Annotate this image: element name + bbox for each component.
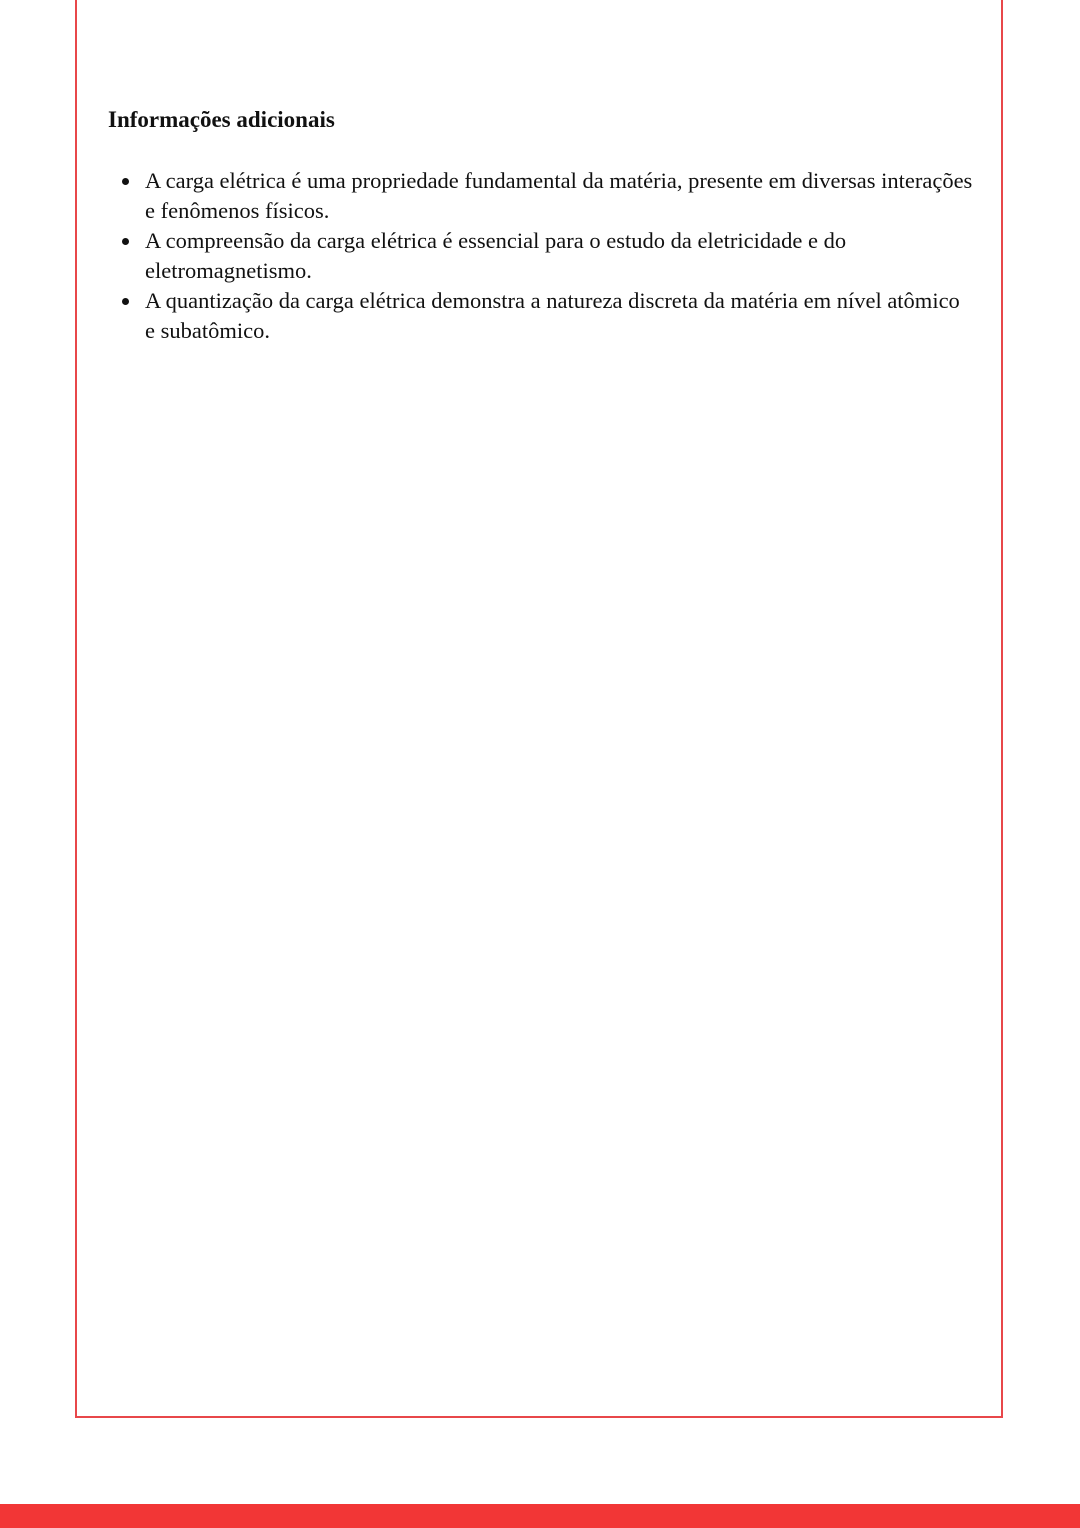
list-item [145,226,974,286]
list-item-text: A quantização da carga elétrica demonstra a natureza discreta da matéria em nível atômico e subatômico. [145,288,960,343]
section-heading: Informações adicionais [108,107,335,132]
list-item [145,166,974,226]
bullet-icon [122,298,129,305]
footer-accent-bar [0,1504,1080,1528]
bullet-icon [122,238,129,245]
list-item [145,286,974,346]
list-item-text: A compreensão da carga elétrica é essencial para o estudo da eletricidade e do eletromagnetismo. [145,228,847,283]
info-list [108,166,974,346]
bullet-icon [122,178,129,185]
list-item-text: A carga elétrica é uma propriedade fundamental da matéria, presente em diversas interações e fenômenos físicos. [145,168,973,223]
